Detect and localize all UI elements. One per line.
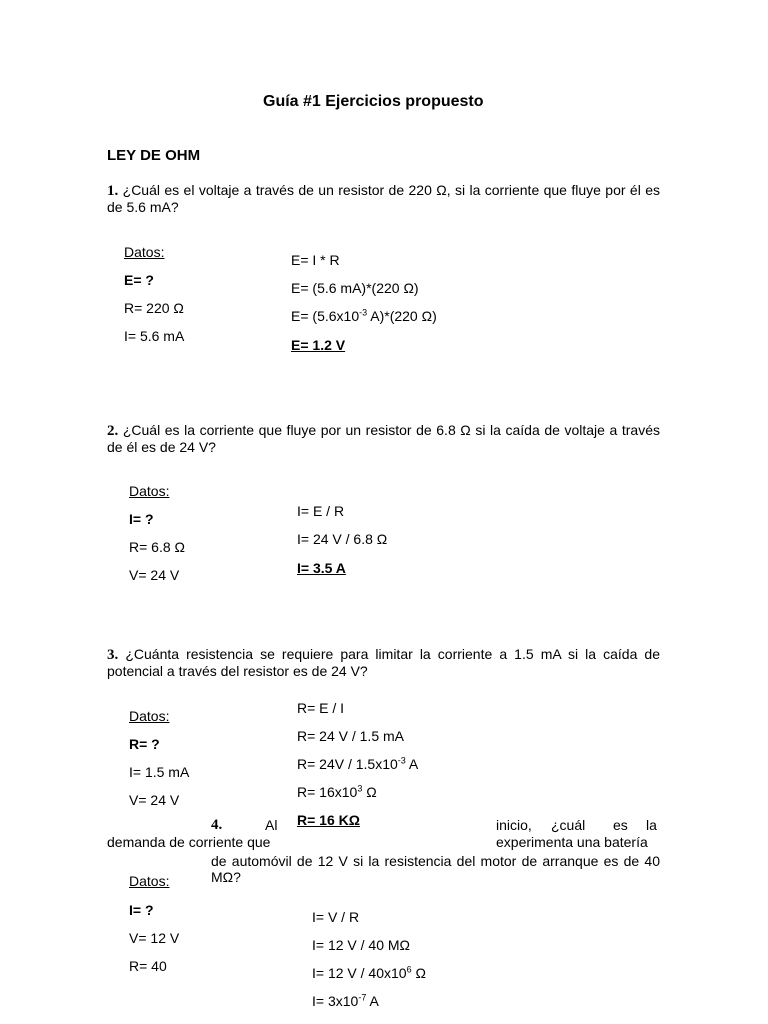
- problem-4-line-3: de automóvil de 12 V si la resistencia del motor de arranque es de 40: [211, 853, 660, 869]
- problem-3-statement: [107, 646, 660, 679]
- problem-4-step-4: $I= 3x10^{-7}$ A: [312, 992, 379, 1009]
- problem-4-step-2: I= 12 V / 40 MΩ: [312, 937, 411, 953]
- problem-2-step-2: I= 24 V / 6.8 Ω: [297, 531, 388, 547]
- problem-1-dato-r: R= 220 Ω: [124, 300, 184, 316]
- problem-4-dato-r: R= 40: [129, 958, 167, 974]
- page-title: Guía #1 Ejercicios propuesto: [263, 93, 484, 110]
- problem-1-number: 1.: [107, 183, 119, 199]
- problem-3-step-2: R= 24 V / 1.5 mA: [297, 728, 404, 744]
- problem-2-step-1: I= E / R: [297, 503, 345, 519]
- problem-3-dato-i: I= 1.5 mA: [129, 764, 190, 780]
- problem-4-word-inicio: inicio,: [496, 817, 532, 833]
- problem-1-text: ¿Cuál es el voltaje a través de un resistor de 220 Ω, si la corriente que fluye por él es de 5.6 mA?: [107, 182, 660, 215]
- problem-4-step-1: I= V / R: [312, 909, 360, 925]
- problem-4-word-la: la: [646, 817, 657, 833]
- problem-3-answer: R= 16 KΩ: [297, 812, 360, 828]
- problem-4-step-3: I= 12 V / $40x10^6$ Ω: [312, 964, 426, 981]
- problem-2-answer: I= 3.5 A: [297, 560, 346, 576]
- problem-3-number: 3.: [107, 647, 119, 663]
- problem-3-step-3: $R= 24V / 1.5x10^{-3}$ A: [297, 755, 419, 772]
- problem-4-line-2a: demanda de corriente que: [107, 834, 271, 850]
- problem-2-dato-v: V= 24 V: [129, 567, 180, 583]
- problem-2-dato-unknown: I= ?: [129, 511, 154, 527]
- problem-3-step-4: $R= 16x10^3$ Ω: [297, 783, 377, 800]
- problem-1-step-1: E= I * R: [291, 252, 340, 268]
- problem-4-line-2b: experimenta una batería: [496, 834, 648, 850]
- problem-4-dato-v: V= 12 V: [129, 930, 180, 946]
- problem-3-text: ¿Cuánta resistencia se requiere para limitar la corriente a 1.5 mA si la caída de potencial a través del resistor es de 24 V?: [107, 646, 661, 679]
- problem-3-step-1: R= E / I: [297, 700, 345, 716]
- problem-2-number: 2.: [107, 423, 119, 439]
- problem-4-word-al: Al: [265, 817, 278, 833]
- problem-1-answer: E= 1.2 V: [291, 337, 346, 353]
- problem-1-datos-label: Datos:: [124, 244, 165, 260]
- problem-2-dato-r: R= 6.8 Ω: [129, 539, 185, 555]
- problem-3-dato-unknown: R= ?: [129, 736, 160, 752]
- problem-3-datos-label: Datos:: [129, 708, 170, 724]
- problem-2-datos-label: Datos:: [129, 483, 170, 499]
- problem-4-line-4: MΩ?: [211, 869, 241, 885]
- problem-4-number: 4.: [211, 817, 223, 833]
- problem-1-dato-unknown: E= ?: [124, 272, 154, 288]
- problem-4-word-cual: ¿cuál: [551, 817, 586, 833]
- problem-1-step-3: $E= (5.6x10^{-3}$ A)*(220 Ω): [291, 307, 437, 324]
- problem-4-datos-label: Datos:: [129, 873, 170, 889]
- problem-4-word-es: es: [613, 817, 628, 833]
- section-heading: LEY DE OHM: [107, 147, 201, 164]
- problem-3-dato-v: V= 24 V: [129, 792, 180, 808]
- problem-4-dato-unknown: I= ?: [129, 902, 154, 918]
- problem-1-step-2: E= (5.6 mA)*(220 Ω): [291, 280, 419, 296]
- problem-1-statement: [107, 182, 660, 215]
- problem-1-dato-i: I= 5.6 mA: [124, 328, 185, 344]
- problem-2-text: ¿Cuál es la corriente que fluye por un resistor de 6.8 Ω si la caída de voltaje a través de él es de 24 V?: [107, 422, 660, 455]
- problem-2-statement: [107, 422, 660, 455]
